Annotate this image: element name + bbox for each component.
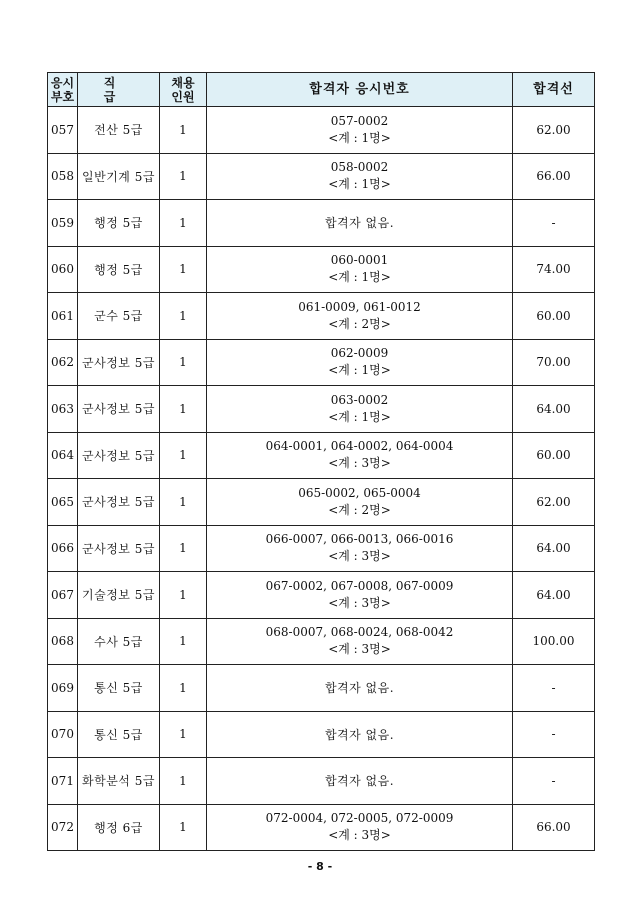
cutoff-cell: 64.00 [513,572,595,619]
header-position: 직 급 [78,73,160,107]
exam-code-cell: 065 [48,479,78,526]
table-row [48,339,595,386]
passer-ids-cell [207,804,513,851]
cutoff-cell: 66.00 [513,153,595,200]
cutoff-cell: - [513,665,595,712]
hires-cell: 1 [160,246,207,293]
results-table [47,72,595,851]
table-row [48,665,595,712]
hires-cell: 1 [160,386,207,433]
passer-ids: 060-0001 [330,253,389,268]
table-row [48,386,595,433]
cutoff-cell: 74.00 [513,246,595,293]
passer-ids-cell [207,339,513,386]
passer-ids: 061-0009, 061-0012 [298,299,421,314]
table-row [48,293,595,340]
exam-code-cell: 072 [48,804,78,851]
page-number: - 8 - [307,860,333,873]
table-header-row [48,73,595,107]
hires-cell: 1 [160,153,207,200]
hires-cell: 1 [160,339,207,386]
position-cell: 행정 6급 [78,804,160,851]
exam-code-cell: 071 [48,758,78,805]
table-body [48,107,595,851]
header-cutoff: 합격선 [513,73,595,107]
passer-ids-cell [207,572,513,619]
position-cell: 군사정보 5급 [78,525,160,572]
passer-ids-cell [207,386,513,433]
passer-ids-cell [207,432,513,479]
exam-code-cell: 058 [48,153,78,200]
exam-code-cell: 059 [48,200,78,247]
passer-total: <계 : 3명> [328,642,391,657]
hires-cell: 1 [160,665,207,712]
hires-cell: 1 [160,200,207,247]
header-hires [160,73,207,107]
passer-total: <계 : 2명> [328,316,391,331]
position-cell: 기술정보 5급 [78,572,160,619]
cutoff-cell: 70.00 [513,339,595,386]
cutoff-cell: 60.00 [513,293,595,340]
passer-ids: 065-0002, 065-0004 [298,485,421,500]
passer-ids: 072-0004, 072-0005, 072-0009 [265,811,454,826]
table-row [48,618,595,665]
cutoff-cell: 62.00 [513,107,595,154]
table-row [48,107,595,154]
exam-code-cell: 070 [48,711,78,758]
exam-code-cell: 069 [48,665,78,712]
passer-total: <계 : 3명> [328,828,391,843]
position-cell: 통신 5급 [78,711,160,758]
hires-cell: 1 [160,572,207,619]
exam-code-cell: 057 [48,107,78,154]
no-passers-cell: 합격자 없음. [207,758,513,805]
no-passers-cell: 합격자 없음. [207,665,513,712]
table-row [48,432,595,479]
passer-total: <계 : 1명> [328,270,391,285]
exam-code-cell: 068 [48,618,78,665]
header-hires-text: 채용 인원 [171,75,195,104]
exam-code-cell: 067 [48,572,78,619]
position-cell: 전산 5급 [78,107,160,154]
no-passers-cell: 합격자 없음. [207,711,513,758]
hires-cell: 1 [160,107,207,154]
cutoff-cell: - [513,200,595,247]
hires-cell: 1 [160,618,207,665]
passer-ids-cell [207,479,513,526]
table-row [48,758,595,805]
exam-code-cell: 061 [48,293,78,340]
no-passers-cell: 합격자 없음. [207,200,513,247]
passer-total: <계 : 3명> [328,595,391,610]
hires-cell: 1 [160,804,207,851]
passer-ids: 067-0002, 067-0008, 067-0009 [265,578,454,593]
position-cell: 군수 5급 [78,293,160,340]
table-row [48,246,595,293]
passer-ids: 062-0009 [330,346,389,361]
position-cell: 행정 5급 [78,246,160,293]
position-cell: 군사정보 5급 [78,479,160,526]
exam-code-cell: 064 [48,432,78,479]
cutoff-cell: 64.00 [513,386,595,433]
table-row [48,525,595,572]
passer-ids: 063-0002 [330,392,389,407]
table-row [48,479,595,526]
position-cell: 군사정보 5급 [78,339,160,386]
cutoff-cell: 62.00 [513,479,595,526]
cutoff-cell: 60.00 [513,432,595,479]
position-cell: 일반기계 5급 [78,153,160,200]
header-exam-no-text: 응시 부호 [50,75,75,104]
passer-ids-cell [207,107,513,154]
hires-cell: 1 [160,479,207,526]
passer-total: <계 : 1명> [328,363,391,378]
exam-code-cell: 066 [48,525,78,572]
passer-total: <계 : 3명> [328,456,391,471]
cutoff-cell: - [513,758,595,805]
hires-cell: 1 [160,711,207,758]
passer-ids-cell [207,293,513,340]
hires-cell: 1 [160,758,207,805]
table-row [48,804,595,851]
exam-code-cell: 063 [48,386,78,433]
passer-ids-cell [207,618,513,665]
passer-ids-cell [207,153,513,200]
passer-ids: 057-0002 [330,113,389,128]
cutoff-cell: 100.00 [513,618,595,665]
hires-cell: 1 [160,293,207,340]
exam-code-cell: 062 [48,339,78,386]
passer-total: <계 : 3명> [328,549,391,564]
passer-ids-cell [207,525,513,572]
position-cell: 통신 5급 [78,665,160,712]
passer-ids: 068-0007, 068-0024, 068-0042 [265,625,454,640]
cutoff-cell: 64.00 [513,525,595,572]
passer-ids: 064-0001, 064-0002, 064-0004 [265,439,454,454]
position-cell: 수사 5급 [78,618,160,665]
passer-total: <계 : 1명> [328,409,391,424]
table-row [48,711,595,758]
hires-cell: 1 [160,525,207,572]
passer-total: <계 : 1명> [328,130,391,145]
cutoff-cell: - [513,711,595,758]
position-cell: 군사정보 5급 [78,432,160,479]
header-exam-no [48,73,78,107]
table-row [48,200,595,247]
header-passers: 합격자 응시번호 [207,73,513,107]
position-cell: 화학분석 5급 [78,758,160,805]
position-cell: 행정 5급 [78,200,160,247]
passer-ids: 066-0007, 066-0013, 066-0016 [265,532,454,547]
passer-total: <계 : 1명> [328,177,391,192]
passer-total: <계 : 2명> [328,502,391,517]
position-cell: 군사정보 5급 [78,386,160,433]
cutoff-cell: 66.00 [513,804,595,851]
hires-cell: 1 [160,432,207,479]
passer-ids: 058-0002 [330,160,389,175]
table-row [48,153,595,200]
exam-code-cell: 060 [48,246,78,293]
table-row [48,572,595,619]
passer-ids-cell [207,246,513,293]
